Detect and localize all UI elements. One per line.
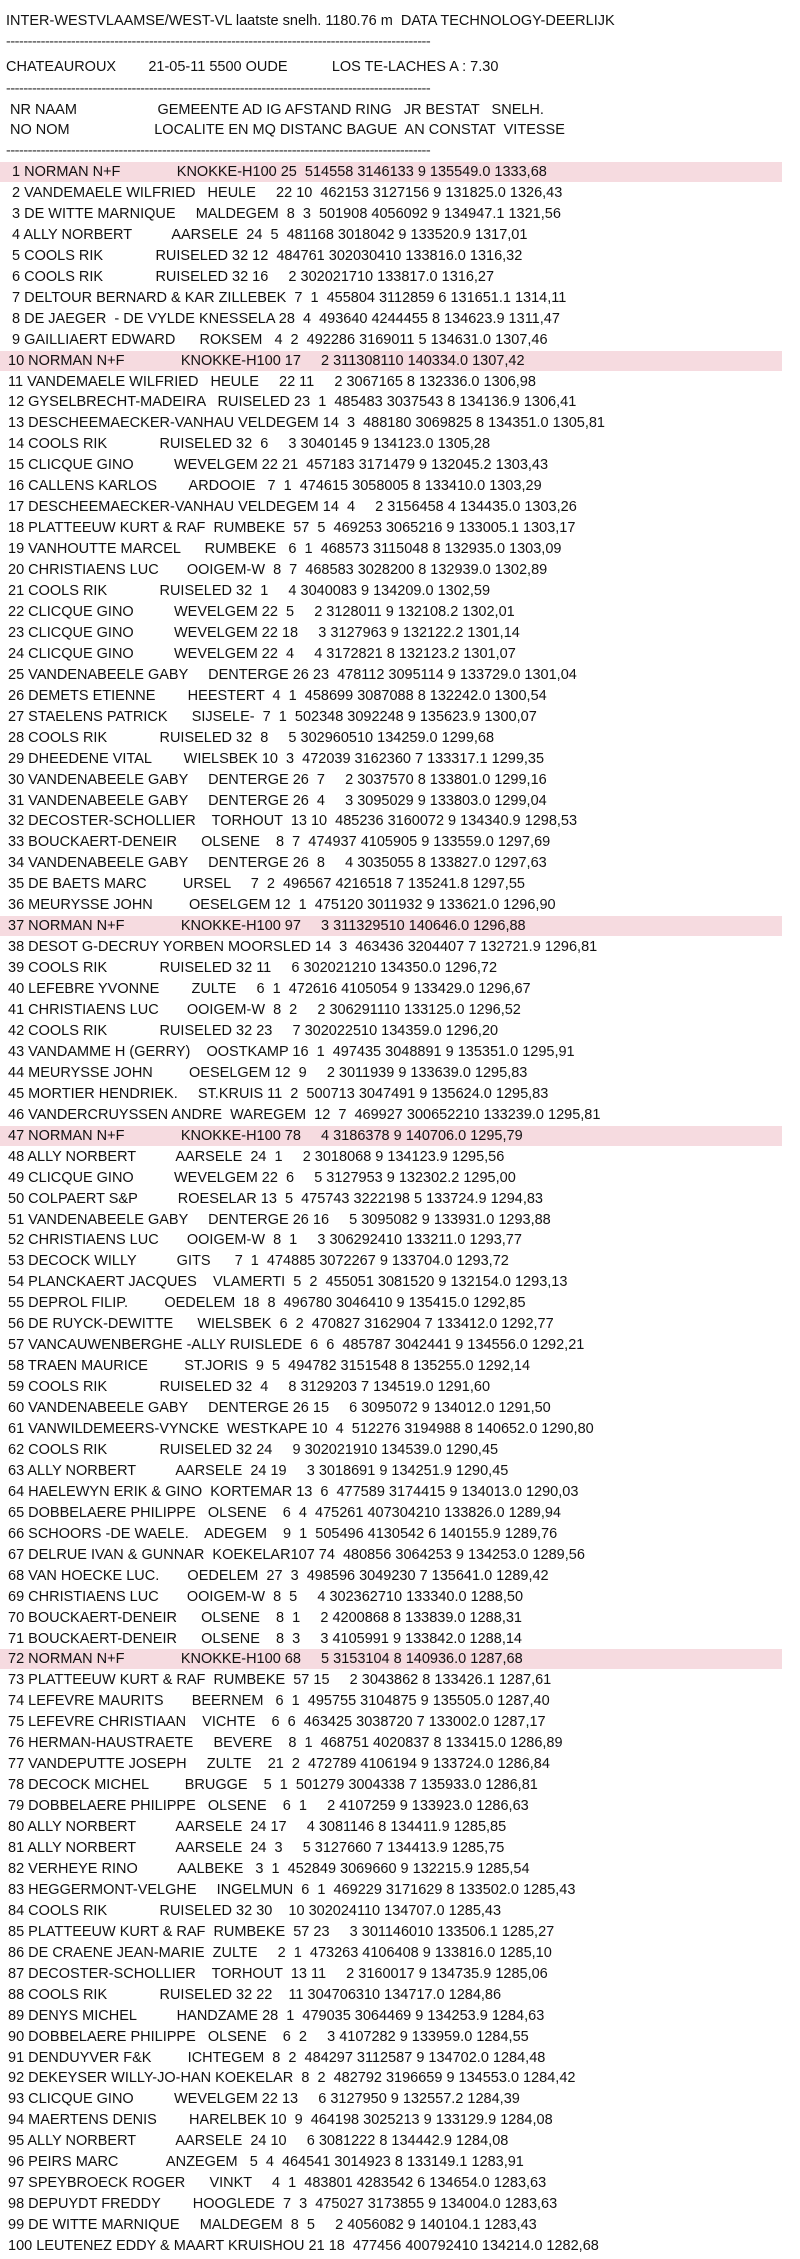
table-row (0, 686, 782, 706)
row-text: 35 DE BAETS MARC URSEL 7 2 496567 4216518 7 135241.8 1297,55 (8, 876, 525, 893)
table-row (0, 434, 782, 454)
row-text: 69 CHRISTIAENS LUC OOIGEM-W 8 5 4 302362710 133340.0 1288,50 (8, 1588, 524, 1605)
row-text: 58 TRAEN MAURICE ST.JORIS 9 5 494782 3151548 8 135255.0 1292,14 (8, 1358, 531, 1375)
separator-line: -------------------------------------------------------------------------------------------------- (6, 81, 431, 97)
row-text: 89 DENYS MICHEL HANDZAME 28 1 479035 3064469 9 134253.9 1284,63 (8, 2007, 545, 2024)
race-info-line: CHATEAUROUX 21-05-11 5500 OUDE LOS TE-LACHES A : 7.30 (6, 59, 499, 75)
table-row (0, 1314, 782, 1334)
table-row (0, 267, 782, 287)
table-row (0, 1147, 782, 1167)
row-text: 73 PLATTEEUW KURT & RAF RUMBEKE 57 15 2 3043862 8 133426.1 1287,61 (8, 1672, 552, 1689)
table-row (0, 1377, 782, 1397)
row-text: 30 VANDENABEELE GABY DENTERGE 26 7 2 3037570 8 133801.0 1299,16 (8, 771, 547, 788)
row-text: 65 DOBBELAERE PHILIPPE OLSENE 6 4 475261 407304210 133826.0 1289,94 (8, 1504, 561, 1521)
table-row (0, 1901, 782, 1921)
table-row (0, 2006, 782, 2026)
row-text: 64 HAELEWYN ERIK & GINO KORTEMAR 13 6 477589 3174415 9 134013.0 1290,03 (8, 1483, 579, 1500)
separator-line: -------------------------------------------------------------------------------------------------- (6, 34, 431, 50)
row-text: 51 VANDENABEELE GABY DENTERGE 26 16 5 3095082 9 133931.0 1293,88 (8, 1211, 551, 1228)
table-row (0, 476, 782, 496)
row-text: 33 BOUCKAERT-DENEIR OLSENE 8 7 474937 4105905 9 133559.0 1297,69 (8, 834, 551, 851)
row-text: 44 MEURYSSE JOHN OESELGEM 12 9 2 3011939 9 133639.0 1295,83 (8, 1064, 528, 1081)
row-text: 1 NORMAN N+F KNOKKE-H100 25 514558 3146133 9 135549.0 1333,68 (8, 164, 547, 180)
row-text: 28 COOLS RIK RUISELED 32 8 5 302960510 134259.0 1299,68 (8, 729, 495, 746)
table-row (0, 372, 782, 392)
row-text: 100 LEUTENEZ EDDY & MAART KRUISHOU 21 18 477456 400792410 134214.0 1282,68 (8, 2238, 599, 2255)
table-row (0, 1964, 782, 1984)
table-row (0, 1042, 782, 1062)
row-text: 45 MORTIER HENDRIEK. ST.KRUIS 11 2 500713 3047491 9 135624.0 1295,83 (8, 1085, 549, 1102)
table-row (0, 895, 782, 915)
row-text: 81 ALLY NORBERT AARSELE 24 3 5 3127660 7 134413.9 1285,75 (8, 1840, 505, 1856)
row-text: 36 MEURYSSE JOHN OESELGEM 12 1 475120 3011932 9 133621.0 1296,90 (8, 897, 556, 914)
row-text: 59 COOLS RIK RUISELED 32 4 8 3129203 7 134519.0 1291,60 (8, 1379, 491, 1396)
table-row (0, 1084, 782, 1104)
table-row (0, 1691, 782, 1711)
row-text: 78 DECOCK MICHEL BRUGGE 5 1 501279 3004338 7 135933.0 1286,81 (8, 1777, 538, 1794)
table-row (0, 539, 782, 559)
row-text: 99 DE WITTE MARNIQUE MALDEGEM 8 5 2 4056082 9 140104.1 1283,43 (8, 2217, 537, 2234)
row-text: 47 NORMAN N+F KNOKKE-H100 78 4 3186378 9 140706.0 1295,79 (8, 1127, 523, 1144)
row-text: 48 ALLY NORBERT AARSELE 24 1 2 3018068 9 134123.9 1295,56 (8, 1148, 505, 1165)
table-row (0, 1168, 782, 1188)
row-text: 87 DECOSTER-SCHOLLIER TORHOUT 13 11 2 3160017 9 134735.9 1285,06 (8, 1965, 548, 1982)
table-row (0, 246, 782, 266)
row-text: 16 CALLENS KARLOS ARDOOIE 7 1 474615 3058005 8 133410.0 1303,29 (8, 478, 542, 495)
table-row (0, 874, 782, 894)
row-text: 85 PLATTEEUW KURT & RAF RUMBEKE 57 23 3 301146010 133506.1 1285,27 (8, 1923, 555, 1940)
table-row (0, 623, 782, 643)
table-row (0, 2236, 782, 2256)
table-row (0, 1733, 782, 1753)
row-text: 43 VANDAMME H (GERRY) OOSTKAMP 16 1 497435 3048891 9 135351.0 1295,91 (8, 1043, 575, 1060)
row-text: 98 DEPUYDT FREDDY HOOGLEDE 7 3 475027 3173855 9 134004.0 1283,63 (8, 2196, 558, 2213)
row-text: 38 DESOT G-DECRUY YORBEN MOORSLED 14 3 463436 3204407 7 132721.9 1296,81 (8, 939, 598, 956)
table-row (0, 791, 782, 811)
table-row-highlighted (0, 162, 782, 182)
table-row (0, 1356, 782, 1376)
table-row (0, 2027, 782, 2047)
table-row (0, 1105, 782, 1125)
table-row (0, 749, 782, 769)
row-text: 97 SPEYBROECK ROGER VINKT 4 1 483801 4283542 6 134654.0 1283,63 (8, 2175, 547, 2192)
table-row (0, 958, 782, 978)
table-row (0, 1545, 782, 1565)
table-row (0, 1230, 782, 1250)
row-text: 53 DECOCK WILLY GITS 7 1 474885 3072267 9 133704.0 1293,72 (8, 1253, 509, 1270)
table-row (0, 1566, 782, 1586)
row-text: 25 VANDENABEELE GABY DENTERGE 26 23 478112 3095114 9 133729.0 1301,04 (8, 666, 577, 683)
table-row (0, 1335, 782, 1355)
table-row (0, 1712, 782, 1732)
table-row (0, 2048, 782, 2068)
table-row (0, 1210, 782, 1230)
table-row (0, 770, 782, 790)
table-row (0, 1482, 782, 1502)
table-row (0, 2068, 782, 2088)
separator-line: -------------------------------------------------------------------------------------------------- (6, 143, 431, 159)
row-text: 3 DE WITTE MARNIQUE MALDEGEM 8 3 501908 4056092 9 134947.1 1321,56 (8, 205, 561, 222)
row-text: 50 COLPAERT S&P ROESELAR 13 5 475743 3222198 5 133724.9 1294,83 (8, 1190, 543, 1207)
row-text: 23 CLICQUE GINO WEVELGEM 22 18 3 3127963 9 132122.2 1301,14 (8, 624, 520, 641)
row-text: 14 COOLS RIK RUISELED 32 6 3 3040145 9 134123.0 1305,28 (8, 436, 491, 453)
table-row (0, 1587, 782, 1607)
table-row (0, 1189, 782, 1209)
table-row (0, 1608, 782, 1628)
row-text: 42 COOLS RIK RUISELED 32 23 7 302022510 134359.0 1296,20 (8, 1022, 499, 1039)
row-text: 17 DESCHEEMAECKER-VANHAU VELDEGEM 14 4 2 3156458 4 134435.0 1303,26 (8, 499, 577, 516)
table-row (0, 204, 782, 224)
table-row (0, 392, 782, 412)
table-row (0, 2173, 782, 2193)
row-text: 39 COOLS RIK RUISELED 32 11 6 302021210 134350.0 1296,72 (8, 960, 498, 977)
row-text: 80 ALLY NORBERT AARSELE 24 17 4 3081146 8 134411.9 1285,85 (8, 1819, 507, 1836)
row-text: 56 DE RUYCK-DEWITTE WIELSBEK 6 2 470827 3162904 7 133412.0 1292,77 (8, 1316, 554, 1333)
row-text: 22 CLICQUE GINO WEVELGEM 22 5 2 3128011 9 132108.2 1302,01 (8, 603, 515, 620)
row-text: 29 DHEEDENE VITAL WIELSBEK 10 3 472039 3162360 7 133317.1 1299,35 (8, 750, 545, 767)
row-text: 92 DEKEYSER WILLY-JO-HAN KOEKELAR 8 2 482792 3196659 9 134553.0 1284,42 (8, 2070, 576, 2087)
row-text: 49 CLICQUE GINO WEVELGEM 22 6 5 3127953 9 132302.2 1295,00 (8, 1169, 516, 1186)
document-title-line: INTER-WESTVLAAMSE/WEST-VL laatste snelh. 1180.76 m DATA TECHNOLOGY-DEERLIJK (6, 13, 615, 29)
table-row-highlighted (0, 1126, 782, 1146)
table-row (0, 1880, 782, 1900)
row-text: 68 VAN HOECKE LUC. OEDELEM 27 3 498596 3049230 7 135641.0 1289,42 (8, 1567, 549, 1584)
row-text: 72 NORMAN N+F KNOKKE-H100 68 5 3153104 8 140936.0 1287,68 (8, 1651, 523, 1668)
column-header-line-2: NO NOM LOCALITE EN MQ DISTANC BAGUE AN CONSTAT VITESSE (6, 122, 565, 138)
table-row (0, 288, 782, 308)
table-row (0, 2215, 782, 2235)
table-row (0, 853, 782, 873)
table-row (0, 225, 782, 245)
row-text: 6 COOLS RIK RUISELED 32 16 2 302021710 133817.0 1316,27 (8, 268, 495, 285)
table-row (0, 2131, 782, 2151)
row-text: 5 COOLS RIK RUISELED 32 12 484761 302030410 133816.0 1316,32 (8, 247, 523, 264)
row-text: 79 DOBBELAERE PHILIPPE OLSENE 6 1 2 4107259 9 133923.0 1286,63 (8, 1798, 529, 1815)
table-row (0, 1440, 782, 1460)
row-text: 96 PEIRS MARC ANZEGEM 5 4 464541 3014923 8 133149.1 1283,91 (8, 2154, 524, 2171)
row-text: 4 ALLY NORBERT AARSELE 24 5 481168 3018042 9 133520.9 1317,01 (8, 226, 528, 243)
row-text: 71 BOUCKAERT-DENEIR OLSENE 8 3 3 4105991 9 133842.0 1288,14 (8, 1630, 522, 1647)
row-text: 95 ALLY NORBERT AARSELE 24 10 6 3081222 8 134442.9 1284,08 (8, 2133, 509, 2150)
table-row (0, 811, 782, 831)
row-text: 94 MAERTENS DENIS HARELBEK 10 9 464198 3025213 9 133129.9 1284,08 (8, 2112, 553, 2129)
table-row (0, 728, 782, 748)
table-row (0, 1796, 782, 1816)
row-text: 40 LEFEBRE YVONNE ZULTE 6 1 472616 4105054 9 133429.0 1296,67 (8, 981, 531, 998)
table-row (0, 1922, 782, 1942)
table-row (0, 2152, 782, 2172)
row-text: 61 VANWILDEMEERS-VYNCKE WESTKAPE 10 4 512276 3194988 8 140652.0 1290,80 (8, 1421, 594, 1437)
row-text: 37 NORMAN N+F KNOKKE-H100 97 3 311329510 140646.0 1296,88 (8, 918, 526, 935)
table-row (0, 2089, 782, 2109)
row-text: 9 GAILLIAERT EDWARD ROKSEM 4 2 492286 3169011 5 134631.0 1307,46 (8, 331, 548, 348)
row-text: 26 DEMETS ETIENNE HEESTERT 4 1 458699 3087088 8 132242.0 1300,54 (8, 687, 547, 704)
row-text: 52 CHRISTIAENS LUC OOIGEM-W 8 1 3 306292410 133211.0 1293,77 (8, 1232, 522, 1249)
row-text: 90 DOBBELAERE PHILIPPE OLSENE 6 2 3 4107282 9 133959.0 1284,55 (8, 2028, 529, 2045)
row-text: 62 COOLS RIK RUISELED 32 24 9 302021910 134539.0 1290,45 (8, 1441, 499, 1458)
table-row (0, 1524, 782, 1544)
row-text: 21 COOLS RIK RUISELED 32 1 4 3040083 9 134209.0 1302,59 (8, 583, 491, 599)
table-row (0, 644, 782, 664)
table-row (0, 1503, 782, 1523)
table-row (0, 497, 782, 517)
row-text: 82 VERHEYE RINO AALBEKE 3 1 452849 3069660 9 132215.9 1285,54 (8, 1860, 530, 1877)
row-text: 55 DEPROL FILIP. OEDELEM 18 8 496780 3046410 9 135415.0 1292,85 (8, 1295, 526, 1312)
table-row (0, 979, 782, 999)
table-row-highlighted (0, 916, 782, 936)
table-row (0, 1985, 782, 2005)
table-row (0, 1838, 782, 1858)
row-text: 20 CHRISTIAENS LUC OOIGEM-W 8 7 468583 3028200 8 132939.0 1302,89 (8, 562, 548, 579)
row-text: 7 DELTOUR BERNARD & KAR ZILLEBEK 7 1 455804 3112859 6 131651.1 1314,11 (8, 289, 567, 306)
table-row (0, 581, 782, 601)
table-row (0, 1398, 782, 1418)
row-text: 18 PLATTEEUW KURT & RAF RUMBEKE 57 5 469253 3065216 9 133005.1 1303,17 (8, 520, 576, 537)
row-text: 15 CLICQUE GINO WEVELGEM 22 21 457183 3171479 9 132045.2 1303,43 (8, 457, 549, 474)
row-text: 13 DESCHEEMAECKER-VANHAU VELDEGEM 14 3 488180 3069825 8 134351.0 1305,81 (8, 415, 605, 432)
row-text: 27 STAELENS PATRICK SIJSELE- 7 1 502348 3092248 9 135623.9 1300,07 (8, 708, 537, 725)
table-row-highlighted (0, 1649, 782, 1669)
table-row (0, 1775, 782, 1795)
row-text: 60 VANDENABEELE GABY DENTERGE 26 15 6 3095072 9 134012.0 1291,50 (8, 1400, 551, 1417)
table-row (0, 937, 782, 957)
table-row (0, 832, 782, 852)
row-text: 54 PLANCKAERT JACQUES VLAMERTI 5 2 455051 3081520 9 132154.0 1293,13 (8, 1274, 568, 1291)
table-row (0, 1859, 782, 1879)
table-row (0, 1251, 782, 1271)
table-row (0, 560, 782, 580)
table-row (0, 707, 782, 727)
row-text: 11 VANDEMAELE WILFRIED HEULE 22 11 2 3067165 8 132336.0 1306,98 (8, 373, 536, 390)
row-text: 46 VANDERCRUYSSEN ANDRE WAREGEM 12 7 469927 300652210 133239.0 1295,81 (8, 1106, 601, 1123)
row-text: 66 SCHOORS -DE WAELE. ADEGEM 9 1 505496 4130542 6 140155.9 1289,76 (8, 1525, 558, 1542)
row-text: 12 GYSELBRECHT-MADEIRA RUISELED 23 1 485483 3037543 8 134136.9 1306,41 (8, 394, 577, 411)
row-text: 24 CLICQUE GINO WEVELGEM 22 4 4 3172821 8 132123.2 1301,07 (8, 645, 516, 662)
row-text: 10 NORMAN N+F KNOKKE-H100 17 2 311308110 140334.0 1307,42 (8, 352, 525, 369)
row-text: 77 VANDEPUTTE JOSEPH ZULTE 21 2 472789 4106194 9 133724.0 1286,84 (8, 1756, 550, 1773)
row-text: 57 VANCAUWENBERGHE -ALLY RUISLEDE 6 6 485787 3042441 9 134556.0 1292,21 (8, 1337, 585, 1354)
row-text: 91 DENDUYVER F&K ICHTEGEM 8 2 484297 3112587 9 134702.0 1284,48 (8, 2049, 546, 2066)
row-text: 63 ALLY NORBERT AARSELE 24 19 3 3018691 9 134251.9 1290,45 (8, 1462, 509, 1479)
table-row (0, 309, 782, 329)
row-text: 67 DELRUE IVAN & GUNNAR KOEKELAR107 74 480856 3064253 9 134253.0 1289,56 (8, 1546, 585, 1563)
row-text: 84 COOLS RIK RUISELED 32 30 10 302024110 134707.0 1285,43 (8, 1902, 502, 1919)
row-text: 70 BOUCKAERT-DENEIR OLSENE 8 1 2 4200868 8 133839.0 1288,31 (8, 1609, 522, 1626)
table-row (0, 518, 782, 538)
table-row (0, 1754, 782, 1774)
table-row (0, 1021, 782, 1041)
row-text: 76 HERMAN-HAUSTRAETE BEVERE 8 1 468751 4020837 8 133415.0 1286,89 (8, 1735, 563, 1752)
column-header-line-1: NR NAAM GEMEENTE AD IG AFSTAND RING JR BESTAT SNELH. (6, 102, 544, 118)
row-text: 2 VANDEMAELE WILFRIED HEULE 22 10 462153 3127156 9 131825.0 1326,43 (8, 184, 563, 201)
table-row (0, 455, 782, 475)
table-row (0, 1461, 782, 1481)
row-text: 34 VANDENABEELE GABY DENTERGE 26 8 4 3035055 8 133827.0 1297,63 (8, 855, 547, 872)
table-row (0, 1629, 782, 1649)
table-row (0, 2194, 782, 2214)
table-row (0, 1817, 782, 1837)
table-row (0, 1943, 782, 1963)
row-text: 74 LEFEVRE MAURITS BEERNEM 6 1 495755 3104875 9 135505.0 1287,40 (8, 1693, 550, 1710)
row-text: 88 COOLS RIK RUISELED 32 22 11 304706310 134717.0 1284,86 (8, 1986, 502, 2003)
row-text: 31 VANDENABEELE GABY DENTERGE 26 4 3 3095029 9 133803.0 1299,04 (8, 792, 547, 809)
table-row (0, 330, 782, 350)
row-text: 19 VANHOUTTE MARCEL RUMBEKE 6 1 468573 3115048 8 132935.0 1303,09 (8, 541, 562, 558)
table-row (0, 1000, 782, 1020)
row-text: 75 LEFEVRE CHRISTIAAN VICHTE 6 6 463425 3038720 7 133002.0 1287,17 (8, 1714, 546, 1731)
table-row (0, 1272, 782, 1292)
table-row (0, 1293, 782, 1313)
row-text: 32 DECOSTER-SCHOLLIER TORHOUT 13 10 485236 3160072 9 134340.9 1298,53 (8, 813, 578, 830)
table-row (0, 1063, 782, 1083)
table-row (0, 2110, 782, 2130)
row-text: 8 DE JAEGER - DE VYLDE KNESSELA 28 4 493640 4244455 8 134623.9 1311,47 (8, 310, 560, 327)
table-row (0, 665, 782, 685)
table-row (0, 413, 782, 433)
row-text: 41 CHRISTIAENS LUC OOIGEM-W 8 2 2 306291110 133125.0 1296,52 (8, 1002, 521, 1018)
table-row (0, 602, 782, 622)
table-row (0, 1670, 782, 1690)
row-text: 86 DE CRAENE JEAN-MARIE ZULTE 2 1 473263 4106408 9 133816.0 1285,10 (8, 1944, 552, 1961)
row-text: 93 CLICQUE GINO WEVELGEM 22 13 6 3127950 9 132557.2 1284,39 (8, 2091, 520, 2108)
table-row (0, 183, 782, 203)
table-row-highlighted (0, 351, 782, 371)
row-text: 83 HEGGERMONT-VELGHE INGELMUN 6 1 469229 3171629 8 133502.0 1285,43 (8, 1881, 576, 1898)
table-row (0, 1419, 782, 1439)
